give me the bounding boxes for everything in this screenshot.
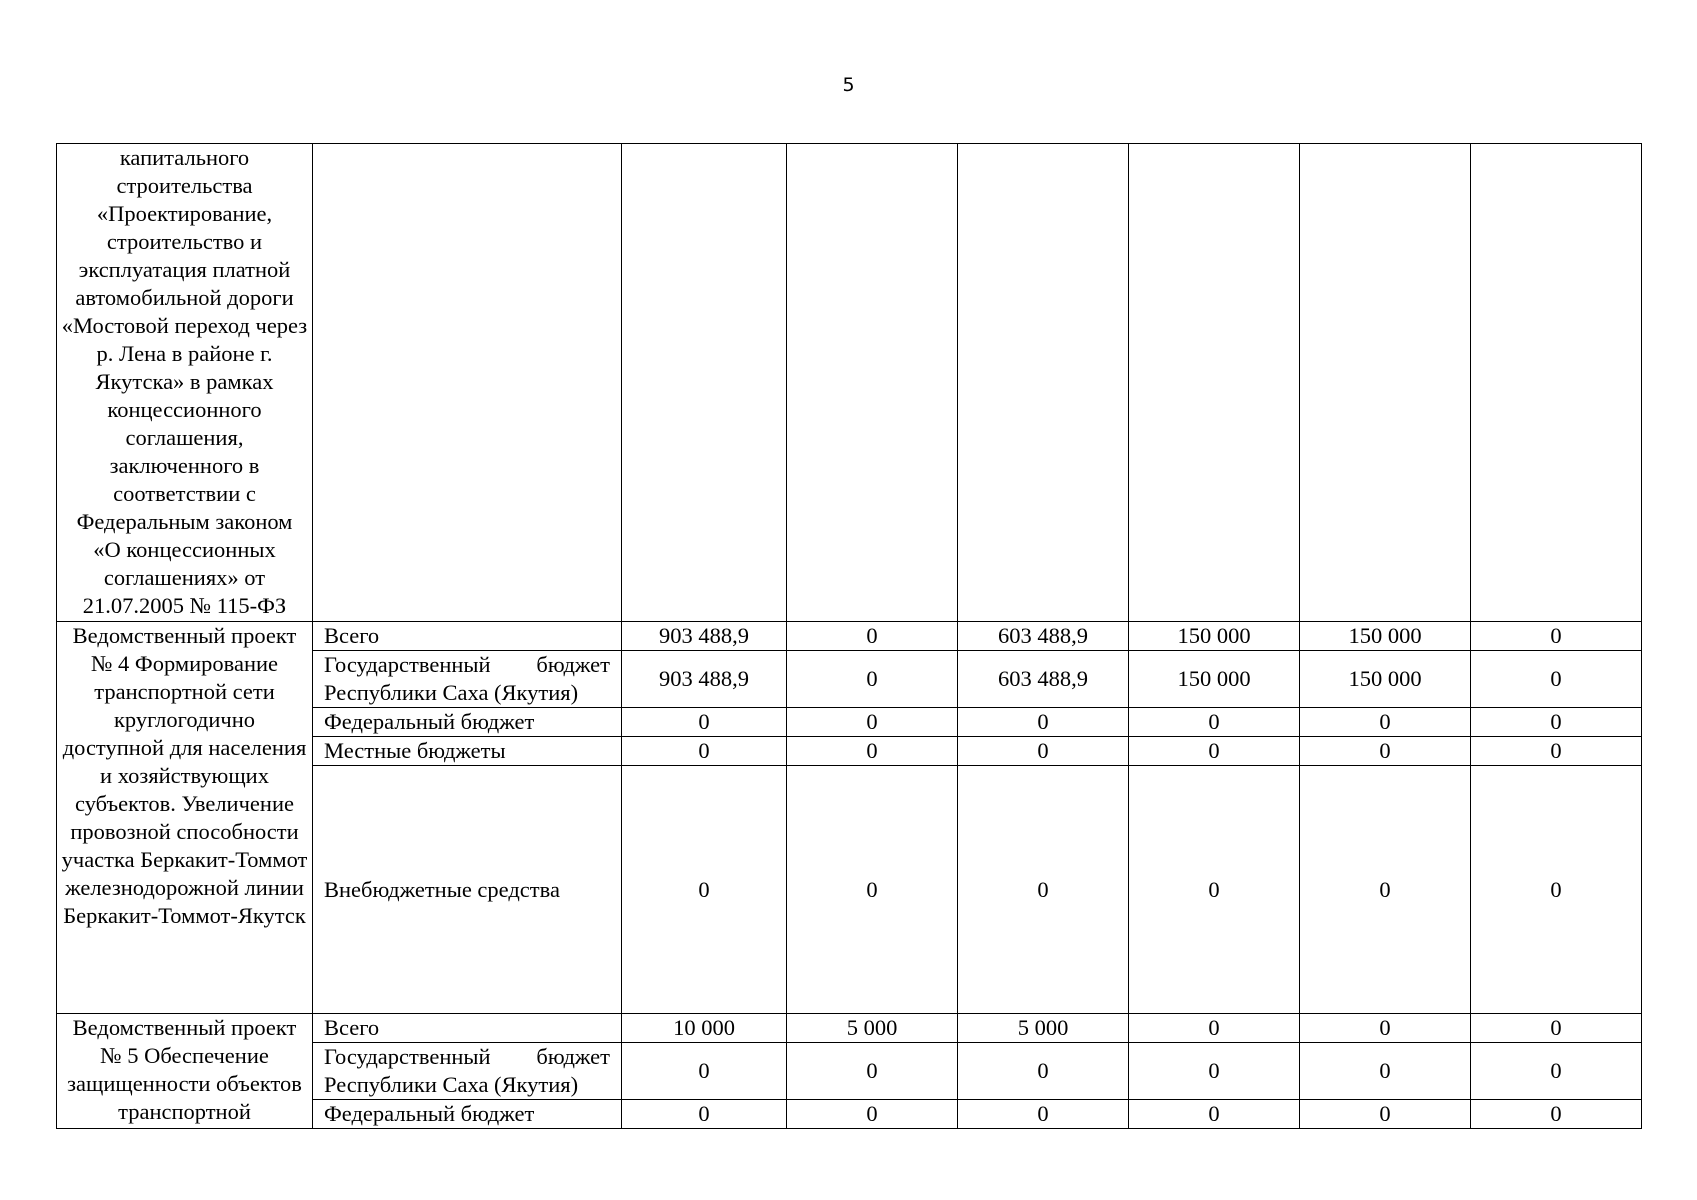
value-cell: 5 000 <box>958 1014 1129 1043</box>
funding-source: Внебюджетные средства <box>313 766 622 1014</box>
funding-source: Местные бюджеты <box>313 737 622 766</box>
funding-source: Всего <box>313 1014 622 1043</box>
value-cell: 0 <box>1471 1100 1642 1129</box>
funding-source: Федеральный бюджет <box>313 1100 622 1129</box>
value-cell: 10 000 <box>622 1014 787 1043</box>
funding-source-text: Государственный бюджет Республики Саха (Якутия) <box>324 1044 610 1097</box>
table-cell <box>1471 144 1642 622</box>
value-cell: 0 <box>958 766 1129 1014</box>
value-cell: 0 <box>1300 1100 1471 1129</box>
value-cell: 0 <box>787 622 958 651</box>
budget-table <box>56 143 1642 1129</box>
value-cell: 0 <box>787 651 958 708</box>
table-cell <box>1300 144 1471 622</box>
funding-source: Всего <box>313 622 622 651</box>
value-cell: 0 <box>1129 1014 1300 1043</box>
value-cell: 0 <box>622 1043 787 1100</box>
value-cell: 903 488,9 <box>622 622 787 651</box>
value-cell: 0 <box>1471 1014 1642 1043</box>
value-cell: 0 <box>787 1043 958 1100</box>
value-cell: 150 000 <box>1129 622 1300 651</box>
value-cell: 0 <box>622 1100 787 1129</box>
value-cell: 0 <box>1471 1043 1642 1100</box>
value-cell: 150 000 <box>1300 622 1471 651</box>
value-cell: 0 <box>787 708 958 737</box>
funding-source <box>313 651 622 708</box>
value-cell: 0 <box>622 766 787 1014</box>
value-cell: 0 <box>1471 708 1642 737</box>
table-cell <box>1129 144 1300 622</box>
value-cell: 0 <box>1471 766 1642 1014</box>
project-name: Ведомственный проект № 5 Обеспечение защищенности объектов транспортной <box>57 1014 313 1129</box>
value-cell: 0 <box>1300 708 1471 737</box>
value-cell: 0 <box>787 1100 958 1129</box>
value-cell: 5 000 <box>787 1014 958 1043</box>
table-cell <box>622 144 787 622</box>
value-cell: 0 <box>787 737 958 766</box>
project-name-continued: капитального строительства «Проектирование, строительство и эксплуатация платной автомобильной дороги «Мостовой переход через р. Лена в районе г. Якутска» в рамках концессионного соглашения, заключенного в соответствии с Федеральным законом «О концессионных соглашениях» от 21.07.2005 № 115-ФЗ <box>57 144 313 622</box>
value-cell: 0 <box>958 1043 1129 1100</box>
value-cell: 0 <box>1471 651 1642 708</box>
value-cell: 0 <box>1300 766 1471 1014</box>
funding-source-text: Государственный бюджет Республики Саха (Якутия) <box>324 652 610 705</box>
funding-source: Федеральный бюджет <box>313 708 622 737</box>
value-cell: 150 000 <box>1129 651 1300 708</box>
value-cell: 0 <box>1129 737 1300 766</box>
value-cell: 603 488,9 <box>958 651 1129 708</box>
table-cell <box>313 144 622 622</box>
page-number: 5 <box>842 74 855 96</box>
value-cell: 603 488,9 <box>958 622 1129 651</box>
value-cell: 0 <box>1129 1100 1300 1129</box>
value-cell: 0 <box>1129 708 1300 737</box>
table-row <box>57 1014 1642 1043</box>
value-cell: 0 <box>622 737 787 766</box>
value-cell: 0 <box>1300 737 1471 766</box>
value-cell: 0 <box>958 1100 1129 1129</box>
value-cell: 0 <box>1300 1043 1471 1100</box>
value-cell: 0 <box>787 766 958 1014</box>
project-name: Ведомственный проект № 4 Формирование транспортной сети круглогодично доступной для населения и хозяйствующих субъектов. Увеличение провозной способности участка Беркакит-Томмот железнодорожной линии Беркакит-Томмот-Якутск <box>57 622 313 1014</box>
table-cell <box>787 144 958 622</box>
table-row <box>57 622 1642 651</box>
value-cell: 0 <box>1129 766 1300 1014</box>
value-cell: 903 488,9 <box>622 651 787 708</box>
value-cell: 0 <box>1471 622 1642 651</box>
value-cell: 0 <box>1300 1014 1471 1043</box>
value-cell: 0 <box>958 708 1129 737</box>
value-cell: 0 <box>1129 1043 1300 1100</box>
funding-source <box>313 1043 622 1100</box>
value-cell: 150 000 <box>1300 651 1471 708</box>
value-cell: 0 <box>958 737 1129 766</box>
value-cell: 0 <box>622 708 787 737</box>
table-cell <box>958 144 1129 622</box>
table-row <box>57 144 1642 622</box>
value-cell: 0 <box>1471 737 1642 766</box>
